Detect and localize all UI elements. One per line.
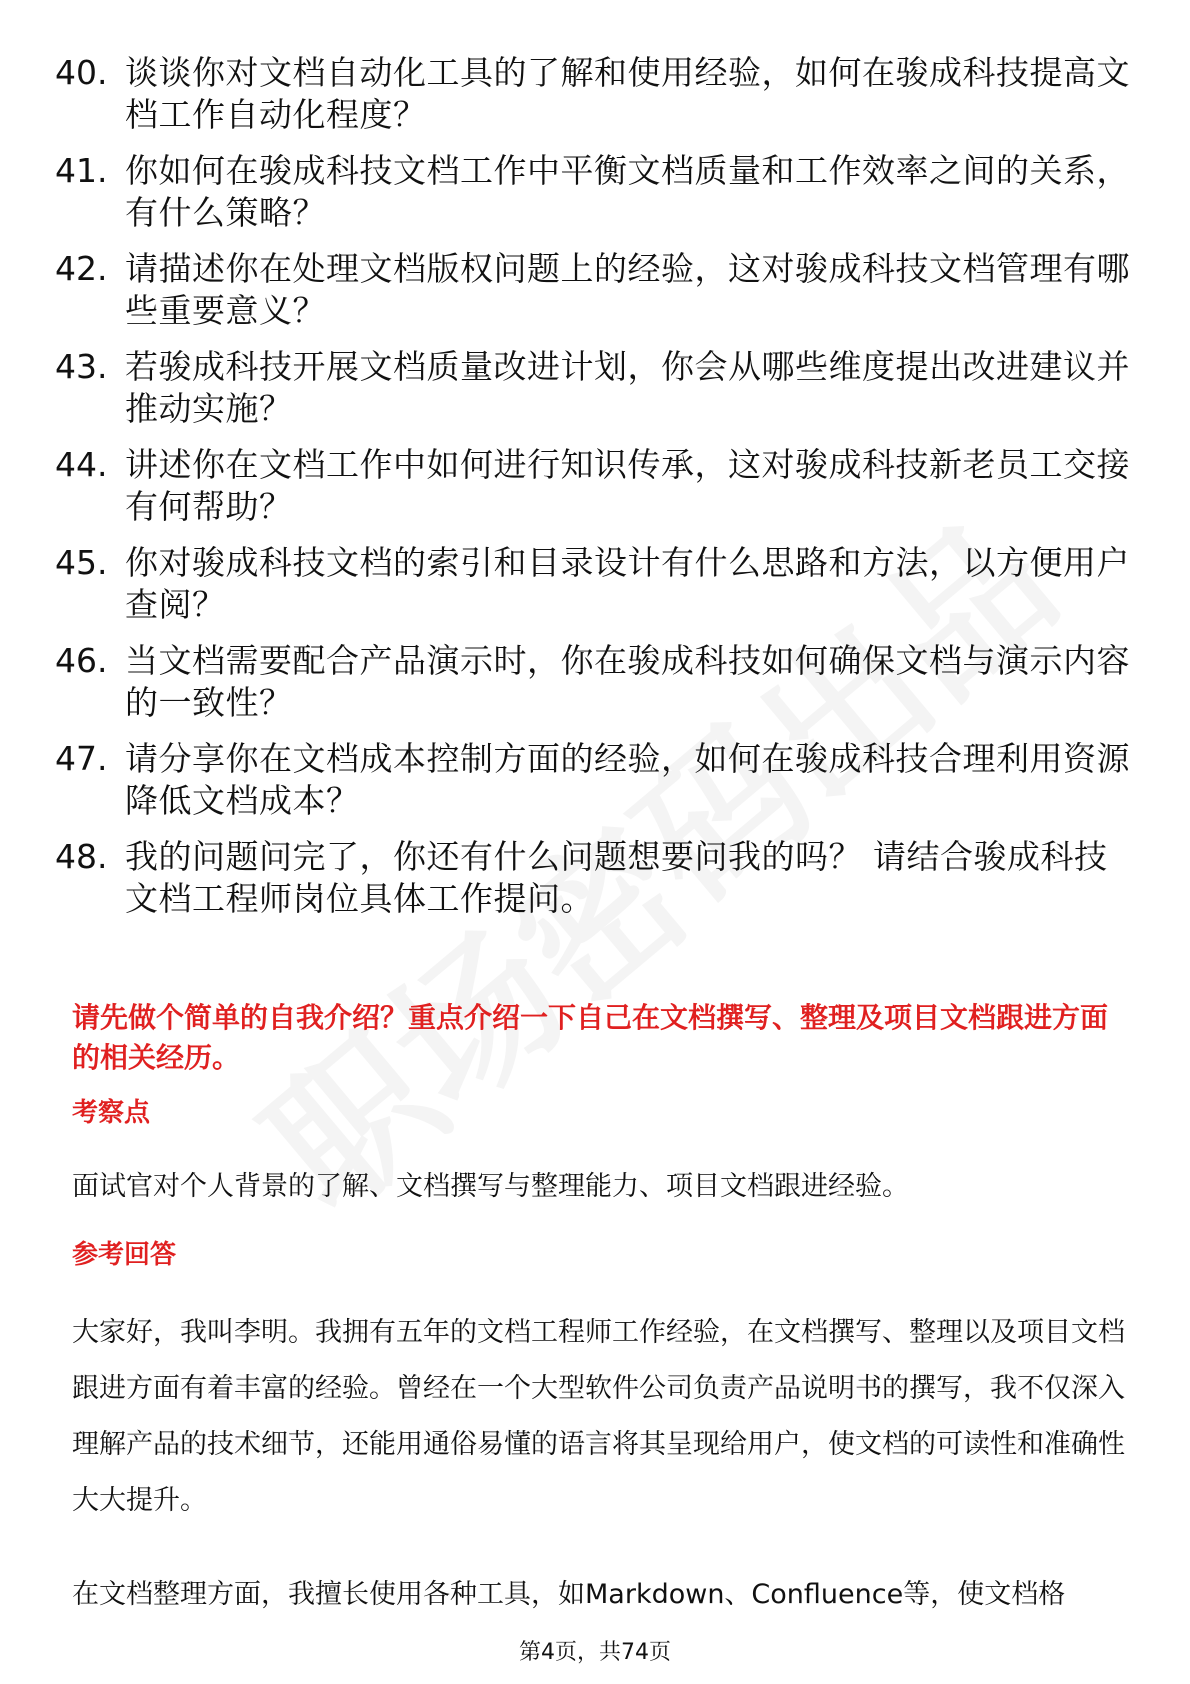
question-item bbox=[55, 346, 1135, 430]
question-text: 你对骏成科技文档的索引和目录设计有什么思路和方法，以方便用户查阅？ bbox=[125, 543, 1130, 624]
question-text: 你如何在骏成科技文档工作中平衡文档质量和工作效率之间的关系，有什么策略？ bbox=[125, 151, 1130, 232]
question-text: 当文档需要配合产品演示时，你在骏成科技如何确保文档与演示内容的一致性？ bbox=[125, 641, 1130, 722]
question-list bbox=[55, 52, 1135, 934]
answer-body bbox=[72, 1305, 1132, 1661]
kaocha-text: 面试官对个人背景的了解、文档撰写与整理能力、项目文档跟进经验。 bbox=[72, 1171, 909, 1202]
question-number: 44. bbox=[55, 445, 108, 484]
answer-paragraph: 在文档整理方面，我擅长使用各种工具，如Markdown、Confluence等，使文档格 bbox=[72, 1579, 1066, 1610]
question-item bbox=[55, 738, 1135, 822]
question-item bbox=[55, 52, 1135, 136]
question-item bbox=[55, 542, 1135, 626]
page-footer: 第4页，共74页 bbox=[519, 1640, 671, 1665]
question-number: 40. bbox=[55, 53, 108, 92]
question-number: 47. bbox=[55, 739, 108, 778]
question-item bbox=[55, 836, 1135, 920]
question-text: 若骏成科技开展文档质量改进计划，你会从哪些维度提出改进建议并推动实施？ bbox=[125, 347, 1130, 428]
question-number: 45. bbox=[55, 543, 108, 582]
question-text: 请分享你在文档成本控制方面的经验，如何在骏成科技合理利用资源降低文档成本？ bbox=[125, 739, 1130, 820]
answer-paragraph: 大家好，我叫李明。我拥有五年的文档工程师工作经验，在文档撰写、整理以及项目文档跟进方面有着丰富的经验。曾经在一个大型软件公司负责产品说明书的撰写，我不仅深入理解产品的技术细节，还能用通俗易懂的语言将其呈现给用户，使文档的可读性和准确性大大提升。 bbox=[72, 1317, 1125, 1516]
question-number: 43. bbox=[55, 347, 108, 386]
question-item bbox=[55, 640, 1135, 724]
kaocha-label: 考察点 bbox=[72, 1098, 151, 1128]
question-number: 46. bbox=[55, 641, 108, 680]
question-item bbox=[55, 444, 1135, 528]
question-text: 讲述你在文档工作中如何进行知识传承，这对骏成科技新老员工交接有何帮助？ bbox=[125, 445, 1130, 526]
question-item bbox=[55, 150, 1135, 234]
question-number: 42. bbox=[55, 249, 108, 288]
intro-question-heading: 请先做个简单的自我介绍？重点介绍一下自己在文档撰写、整理及项目文档跟进方面的相关经历。 bbox=[72, 1001, 1109, 1074]
question-text: 请描述你在处理文档版权问题上的经验，这对骏成科技文档管理有哪些重要意义？ bbox=[125, 249, 1130, 330]
cankao-label: 参考回答 bbox=[72, 1240, 177, 1270]
question-text: 谈谈你对文档自动化工具的了解和使用经验，如何在骏成科技提高文档工作自动化程度？ bbox=[125, 53, 1130, 134]
question-number: 41. bbox=[55, 151, 108, 190]
question-text: 我的问题问完了，你还有什么问题想要问我的吗？ 请结合骏成科技文档工程师岗位具体工作提问。 bbox=[125, 837, 1108, 918]
question-number: 48. bbox=[55, 837, 108, 876]
question-item bbox=[55, 248, 1135, 332]
